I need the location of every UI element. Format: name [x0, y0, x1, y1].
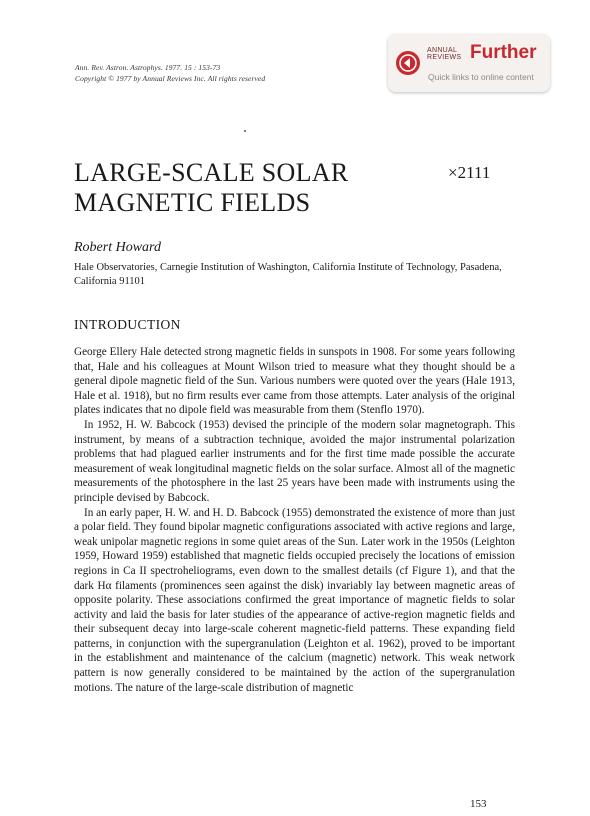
paragraph-1: George Ellery Hale detected strong magnetic fields in sunspots in 1908. For some years following that, Hale and his colleagues at Mount Wilson tried to measure what they thought should be a general dipole magnetic field of the Sun. Various numbers were quoted over the years (Hale 1913, Hale et al. 1918), but no firm results ever came from those attempts. Later analysis of the original plates indicates that no dipole field was measurable from them (Stenflo 1970). — [74, 346, 515, 417]
paragraph-2: In 1952, H. W. Babcock (1953) devised the principle of the modern solar magnetograph. This instrument, by means of a subtraction technique, avoided the major instrumental polarization problems that had plagued earlier instruments and for the first time made possible the accurate measurement of weak longitudinal magnetic fields on the solar surface. Almost all of the magnetic measurements of the photosphere in the last 25 years have been made with instruments using the principle devised by Babcock. — [74, 418, 515, 504]
badge-annual-label: ANNUAL — [427, 47, 458, 54]
page-number: 153 — [470, 798, 487, 810]
citation-line-1: Ann. Rev. Astron. Astrophys. 1977. 15 : 153-73 — [75, 63, 221, 72]
author-affiliation: Hale Observatories, Carnegie Institution of Washington, California Institute of Technology, Pasadena, California 91101 — [74, 262, 502, 287]
paragraph-3: In an early paper, H. W. and H. D. Babcock (1955) demonstrated the existence of more than just a polar field. They found bipolar magnetic configurations associated with active regions and large, weak unipolar magnetic regions in some quiet areas of the Sun. Later work in the 1950s (Leighton 1959, Howard 1959) established that magnetic fields occupied precisely the locations of emission regions in Ca II spectroheliograms, even down to the smallest details (cf Figure 1), and that the dark Hα filaments (prominences seen against the disk) invariably lay between magnetic areas of opposite polarity. These associations confirmed the great importance of magnetic fields to solar activity and laid the basis for later studies of the appearance of active-region magnetic fields and their subsequent decay into large-scale coherent magnetic-field patterns. These expanding field patterns, in conjunction with the supergranulation (Leighton et al. 1962), proved to be important in the establishment and maintenance of the calcium (magnetic) network. This weak network pattern is now generally considered to be maintained by the action of the supergranulation motions. The nature of the large-scale distribution of magnetic — [74, 506, 515, 694]
citation-line-2: Copyright © 1977 by Annual Reviews Inc. All rights reserved — [75, 74, 266, 83]
badge-publisher — [427, 47, 461, 61]
title-line-1: LARGE-SCALE SOLAR — [74, 158, 349, 187]
scan-speck — [244, 130, 246, 132]
badge-further-label: Further — [470, 42, 537, 63]
further-reviews-badge[interactable] — [388, 34, 550, 92]
section-heading: INTRODUCTION — [74, 317, 181, 332]
author-name: Robert Howard — [74, 240, 161, 255]
journal-citation — [75, 62, 265, 84]
article-code: ×2111 — [448, 163, 491, 182]
badge-reviews-label: REVIEWS — [427, 54, 462, 61]
title-line-2: MAGNETIC FIELDS — [74, 188, 311, 217]
badge-subtitle: Quick links to online content — [428, 72, 534, 82]
article-body — [74, 345, 515, 695]
article-title — [74, 158, 349, 218]
play-arrow-icon — [396, 51, 420, 75]
